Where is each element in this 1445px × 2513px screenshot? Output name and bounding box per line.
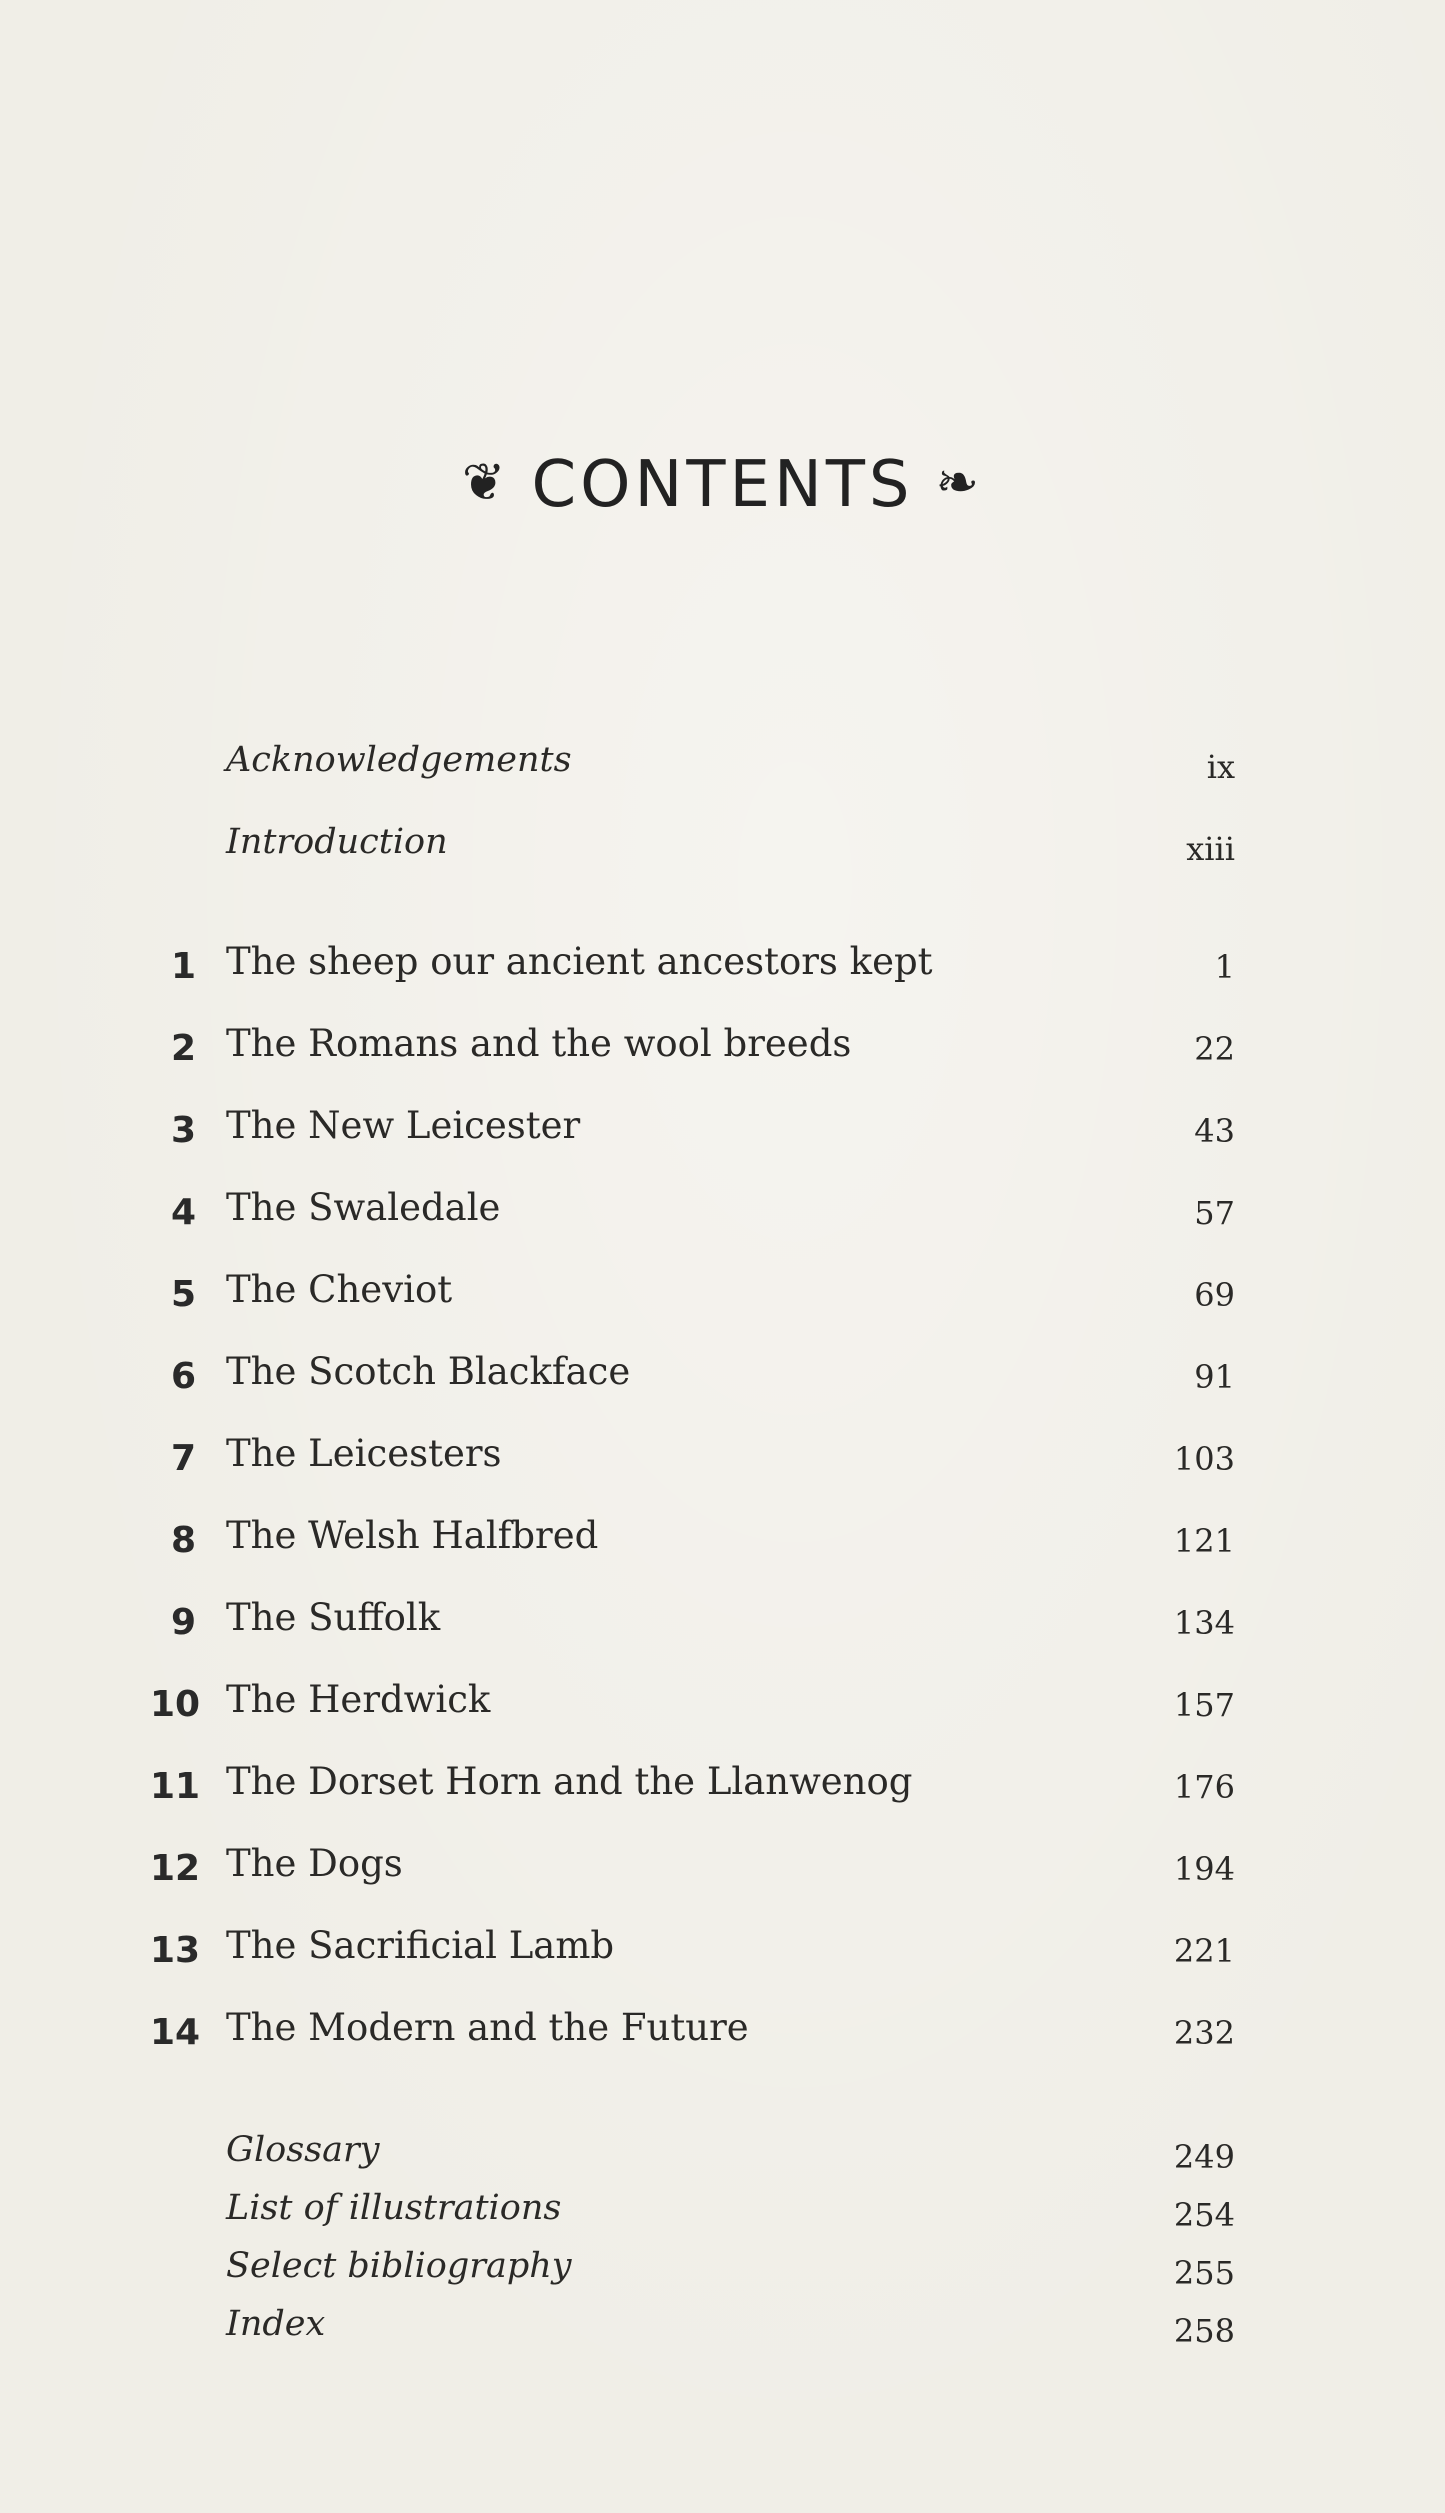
chapter-title: The Leicesters	[226, 1432, 502, 1475]
chapter-number: 13	[150, 1930, 201, 1971]
toc-chapter-13[interactable]	[150, 1924, 1235, 1984]
chapter-title: The Cheviot	[226, 1268, 453, 1311]
chapter-number: 8	[170, 1520, 196, 1561]
toc-page-number: 134	[1173, 1604, 1235, 1642]
toc-entry-label: List of illustrations	[226, 2188, 562, 2228]
toc-page-number: 157	[1173, 1686, 1235, 1724]
toc-chapter-11[interactable]	[150, 1760, 1235, 1820]
toc-chapter-4[interactable]	[150, 1186, 1235, 1246]
chapter-title: The Scotch Blackface	[226, 1350, 631, 1393]
toc-page-number: 91	[1194, 1358, 1235, 1396]
toc-page-number: 258	[1173, 2312, 1235, 2350]
toc-chapter-14[interactable]	[150, 2006, 1235, 2066]
chapter-number: 1	[170, 946, 196, 987]
toc-chapter-10[interactable]	[150, 1678, 1235, 1738]
chapter-number: 3	[170, 1110, 196, 1151]
chapter-number: 11	[150, 1766, 201, 1807]
toc-entry-label: Select bibliography	[226, 2246, 572, 2286]
chapter-number: 6	[170, 1356, 196, 1397]
toc-page-number: 194	[1173, 1850, 1235, 1888]
toc-chapter-5[interactable]	[150, 1268, 1235, 1328]
toc-entry-glossary[interactable]	[150, 2130, 1235, 2190]
toc-chapter-12[interactable]	[150, 1842, 1235, 1902]
chapter-number: 2	[170, 1028, 196, 1069]
toc-chapter-2[interactable]	[150, 1022, 1235, 1082]
chapter-title: The New Leicester	[226, 1104, 581, 1147]
page-title: CONTENTS	[531, 448, 914, 522]
toc-chapter-8[interactable]	[150, 1514, 1235, 1574]
toc-page-number: 176	[1173, 1768, 1235, 1806]
chapter-number: 9	[170, 1602, 196, 1643]
fleuron-icon: ❧	[935, 453, 984, 513]
toc-page-number: 103	[1173, 1440, 1235, 1478]
toc-page-number: 22	[1194, 1030, 1235, 1068]
toc-entry-introduction[interactable]	[150, 822, 1235, 882]
chapter-title: The Modern and the Future	[226, 2006, 749, 2049]
toc-entry-label: Index	[226, 2304, 326, 2344]
toc-chapter-7[interactable]	[150, 1432, 1235, 1492]
chapter-number: 12	[150, 1848, 201, 1889]
toc-page-number: 1	[1214, 948, 1235, 986]
chapter-number: 10	[150, 1684, 201, 1725]
toc-entry-label: Glossary	[226, 2130, 380, 2170]
chapter-title: The Dogs	[226, 1842, 403, 1885]
chapter-title: The Suffolk	[226, 1596, 441, 1639]
toc-entry-acknowledgements[interactable]	[150, 740, 1235, 800]
toc-page-number: 69	[1194, 1276, 1235, 1314]
toc-page-number: 232	[1173, 2014, 1235, 2052]
chapter-title: The Herdwick	[226, 1678, 491, 1721]
toc-entry-label: Introduction	[226, 822, 448, 862]
chapter-title: The Swaledale	[226, 1186, 501, 1229]
toc-entry-label: Acknowledgements	[226, 740, 572, 780]
toc-entry-list-of-illustrations[interactable]	[150, 2188, 1235, 2248]
chapter-number: 4	[170, 1192, 196, 1233]
chapter-title: The Dorset Horn and the Llanwenog	[226, 1760, 913, 1803]
toc-chapter-3[interactable]	[150, 1104, 1235, 1164]
toc-page-number: 221	[1173, 1932, 1235, 1970]
toc-page-number: 249	[1173, 2138, 1235, 2176]
toc-chapter-6[interactable]	[150, 1350, 1235, 1410]
toc-chapter-1[interactable]	[150, 940, 1235, 1000]
toc-page-number: 43	[1194, 1112, 1235, 1150]
chapter-title: The sheep our ancient ancestors kept	[226, 940, 933, 983]
chapter-title: The Romans and the wool breeds	[226, 1022, 852, 1065]
toc-entry-select-bibliography[interactable]	[150, 2246, 1235, 2306]
chapter-number: 14	[150, 2012, 201, 2053]
toc-page-number: 254	[1173, 2196, 1235, 2234]
toc-page-number: ix	[1206, 748, 1235, 786]
chapter-title: The Welsh Halfbred	[226, 1514, 599, 1557]
chapter-title: The Sacrificial Lamb	[226, 1924, 615, 1967]
toc-page-number: xiii	[1186, 830, 1235, 868]
toc-page-number: 121	[1173, 1522, 1235, 1560]
toc-entry-index[interactable]	[150, 2304, 1235, 2364]
toc-chapter-9[interactable]	[150, 1596, 1235, 1656]
contents-heading	[0, 448, 1445, 522]
toc-page-number: 57	[1194, 1194, 1235, 1232]
chapter-number: 7	[170, 1438, 196, 1479]
fleuron-icon: ❦	[461, 453, 510, 513]
chapter-number: 5	[170, 1274, 196, 1315]
toc-page-number: 255	[1173, 2254, 1235, 2292]
